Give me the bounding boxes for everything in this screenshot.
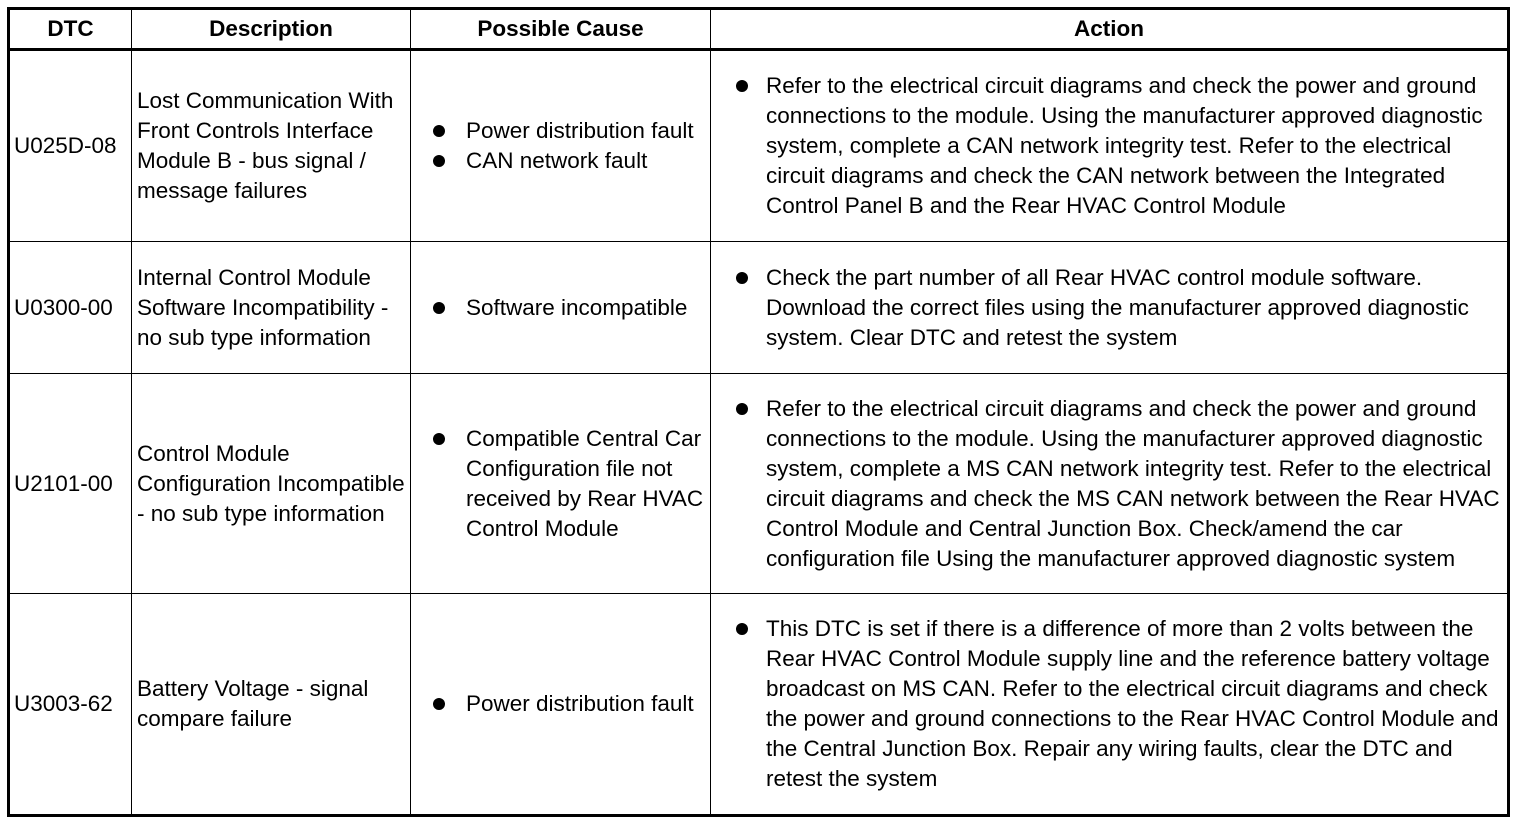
- dtc-code: U0300-00: [9, 242, 132, 374]
- bullet-icon: [736, 623, 748, 635]
- list-item: [711, 614, 1503, 794]
- possible-cause-cell: [411, 594, 711, 816]
- table-row: [9, 50, 1509, 242]
- dtc-code: U2101-00: [9, 374, 132, 594]
- action-text: Check the part number of all Rear HVAC control module software. Download the correct files using the manufacturer approved diagnostic system. Clear DTC and retest the system: [766, 264, 1469, 350]
- cause-list: [411, 424, 706, 544]
- dtc-description: Control Module Configuration Incompatible - no sub type information: [132, 374, 411, 594]
- action-cell: [711, 374, 1509, 594]
- cause-list: [411, 293, 706, 323]
- header-possible-cause: Possible Cause: [411, 9, 711, 50]
- bullet-icon: [433, 155, 445, 167]
- dtc-table: [7, 7, 1510, 817]
- table-row: [9, 374, 1509, 594]
- action-list: [711, 71, 1503, 221]
- header-description: Description: [132, 9, 411, 50]
- list-item: [711, 394, 1503, 574]
- list-item: [411, 689, 706, 719]
- cause-list: [411, 689, 706, 719]
- action-cell: [711, 594, 1509, 816]
- action-text: Refer to the electrical circuit diagrams and check the power and ground connections to the module. Using the manufacturer approved diagnostic system, complete a CAN network integrity test. Refer to the electrical circuit diagrams and check the CAN network between the Integrated Control Panel B and the Rear HVAC Control Module: [766, 73, 1483, 218]
- action-list: [711, 394, 1503, 574]
- action-text: Refer to the electrical circuit diagrams and check the power and ground connections to the module. Using the manufacturer approved diagnostic system, complete a MS CAN network integrity test. Refer to the electrical circuit diagrams and check the MS CAN network between the Rear HVAC Control Module and Central Junction Box. Check/amend the car configuration file Using the manufacturer approved diagnostic system: [766, 395, 1500, 571]
- list-item: [411, 293, 706, 323]
- bullet-icon: [736, 80, 748, 92]
- cause-text: Compatible Central Car Configuration file not received by Rear HVAC Control Module: [466, 425, 704, 541]
- action-cell: [711, 50, 1509, 242]
- bullet-icon: [433, 125, 445, 137]
- header-action: Action: [711, 9, 1509, 50]
- dtc-description: Battery Voltage - signal compare failure: [132, 594, 411, 816]
- action-list: [711, 614, 1503, 794]
- cause-list: [411, 116, 706, 176]
- table-row: [9, 594, 1509, 816]
- action-list: [711, 263, 1503, 353]
- list-item: [711, 71, 1503, 221]
- list-item: [711, 263, 1503, 353]
- possible-cause-cell: [411, 242, 711, 374]
- list-item: [411, 116, 706, 146]
- list-item: [411, 146, 706, 176]
- bullet-icon: [433, 302, 445, 314]
- cause-text: CAN network fault: [466, 148, 648, 173]
- dtc-description: Internal Control Module Software Incompatibility - no sub type information: [132, 242, 411, 374]
- dtc-code: U025D-08: [9, 50, 132, 242]
- header-row: [9, 9, 1509, 50]
- action-text: This DTC is set if there is a difference of more than 2 volts between the Rear HVAC Control Module supply line and the reference battery voltage broadcast on MS CAN. Refer to the electrical circuit diagrams and check the power and ground connections to the Rear HVAC Control Module and the Central Junction Box. Repair any wiring faults, clear the DTC and retest the system: [766, 616, 1499, 791]
- bullet-icon: [736, 403, 748, 415]
- cause-text: Power distribution fault: [466, 691, 694, 716]
- table-header: [9, 9, 1509, 50]
- header-dtc: DTC: [9, 9, 132, 50]
- table-body: [9, 50, 1509, 816]
- bullet-icon: [433, 698, 445, 710]
- list-item: [411, 424, 706, 544]
- bullet-icon: [433, 433, 445, 445]
- table-row: [9, 242, 1509, 374]
- possible-cause-cell: [411, 374, 711, 594]
- action-cell: [711, 242, 1509, 374]
- dtc-code: U3003-62: [9, 594, 132, 816]
- cause-text: Power distribution fault: [466, 118, 694, 143]
- possible-cause-cell: [411, 50, 711, 242]
- bullet-icon: [736, 272, 748, 284]
- dtc-description: Lost Communication With Front Controls Interface Module B - bus signal / message failures: [132, 50, 411, 242]
- cause-text: Software incompatible: [466, 294, 688, 320]
